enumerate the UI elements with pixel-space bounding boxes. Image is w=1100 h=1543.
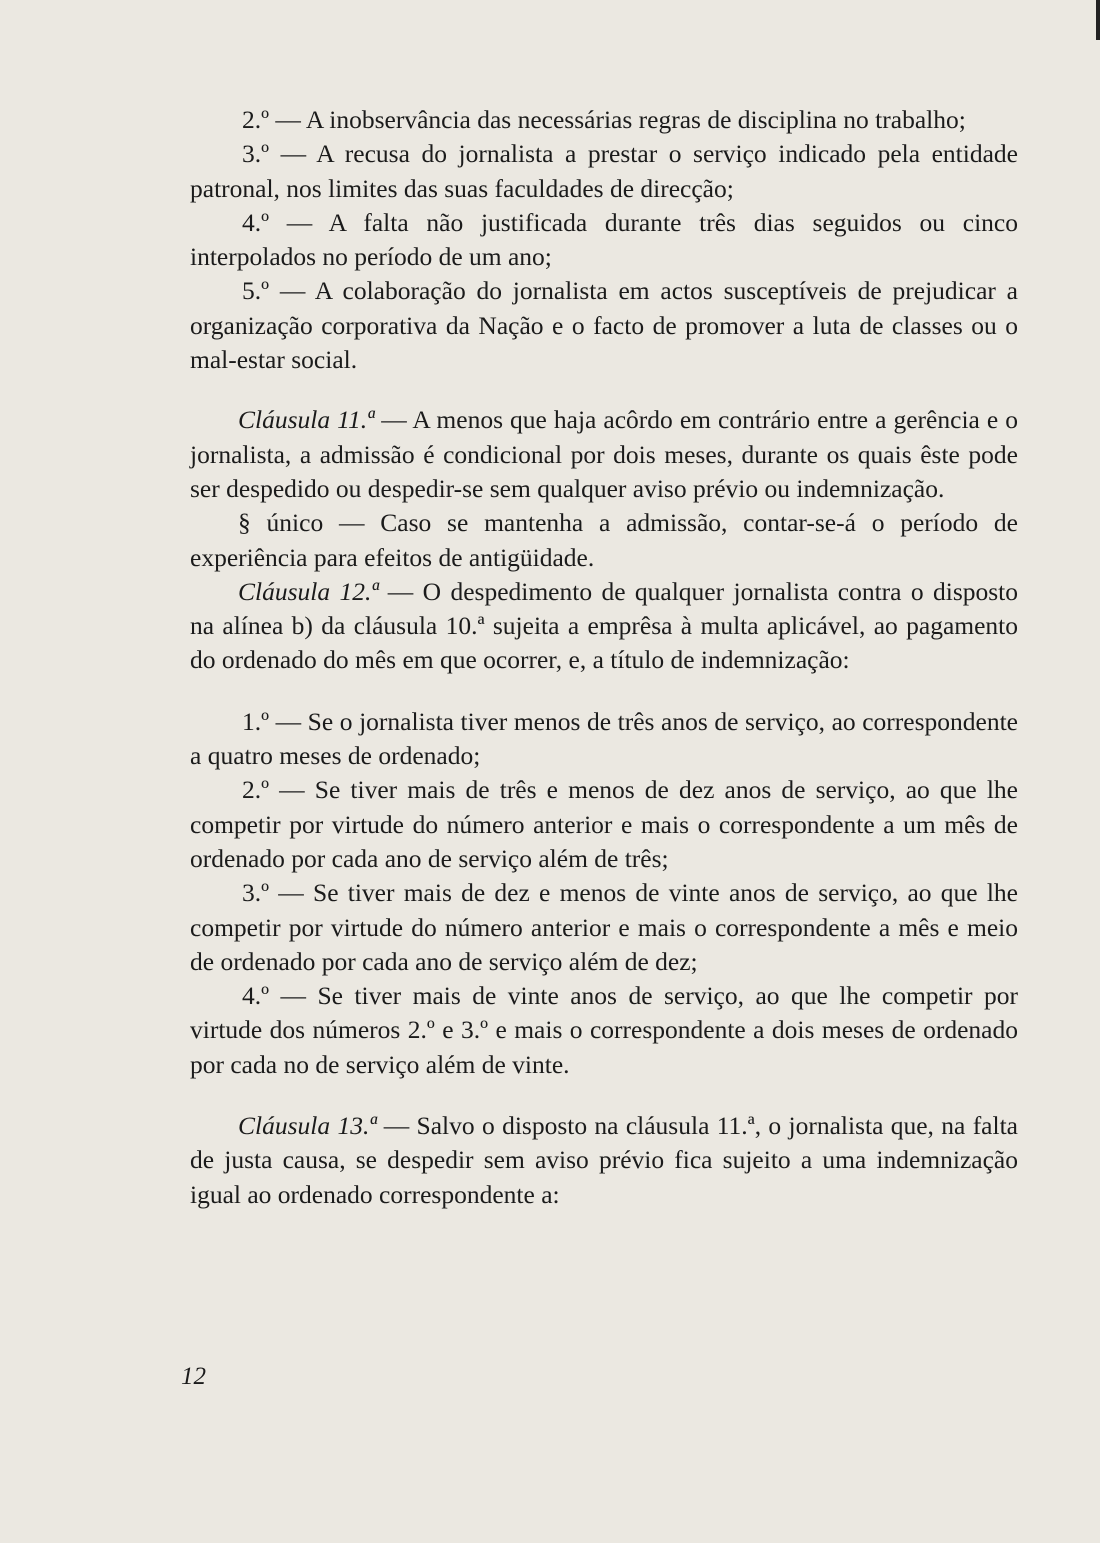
indemnizacao-item-2: 2.º — Se tiver mais de três e menos de dez anos de serviço, ao que lhe competir por virtude do número anterior e mais o correspondente a um mês de ordenado por cada ano de serviço além de três; (190, 775, 1018, 873)
clausula-12-text: — O despedimento de qualquer jornalista contra o disposto na alínea b) da cláusula 10.ª sujeita a emprêsa à multa aplicável, ao pagamento do ordenado do mês em que ocorrer, e, a título de indemnização: (190, 576, 1019, 675)
clausula-13 (190, 1109, 1018, 1212)
clausula-11 (190, 403, 1018, 506)
clausula-11-label: Cláusula 11.ª (238, 405, 375, 435)
clausula-11-text: — A menos que haja acôrdo em contrário entre a gerência e o jornalista, a admissão é condicional por dois meses, durante os quais êste pode ser despedido ou despedir-se sem qualquer aviso prévio ou indemnização. (190, 405, 1019, 503)
item-4-falta: 4.º — A falta não justificada durante três dias seguidos ou cinco interpolados no período de um ano; (190, 207, 1018, 272)
indemnizacao-item-1: 1.º — Se o jornalista tiver menos de três anos de serviço, ao correspondente a quatro meses de ordenado; (190, 706, 1018, 771)
indemnizacao-item-3: 3.º — Se tiver mais de dez e menos de vinte anos de serviço, ao que lhe competir por virtude do número anterior e mais o correspondente a mês e meio de ordenado por cada ano de serviço além de dez; (190, 878, 1018, 976)
page-body (190, 103, 1018, 1212)
page-number: 12 (181, 1363, 206, 1390)
clausula-13-label: Cláusula 13.ª (238, 1111, 377, 1141)
page-edge-mark (1096, 0, 1100, 40)
item-5-colaboracao: 5.º — A colaboração do jornalista em actos susceptíveis de prejudicar a organização corporativa da Nação e o facto de promover a luta de classes ou o mal-estar social. (190, 276, 1018, 375)
clausula-13-text: — Salvo o disposto na cláusula 11.ª, o jornalista que, na falta de justa causa, se despedir sem aviso prévio fica sujeito a uma indemnização igual ao ordenado correspondente a: (190, 1111, 1018, 1209)
clausula-12-label: Cláusula 12.ª (238, 576, 379, 606)
paragrafo-unico: § único — Caso se mantenha a admissão, contar-se-á o período de experiência para efeitos de antigüidade. (190, 508, 1018, 572)
clausula-12 (190, 575, 1018, 678)
item-3-recusa: 3.º — A recusa do jornalista a prestar o serviço indicado pela entidade patronal, nos limites das suas faculdades de direcção; (190, 139, 1018, 203)
indemnizacao-item-4: 4.º — Se tiver mais de vinte anos de serviço, ao que lhe competir por virtude dos números 2.º e 3.º e mais o correspondente a dois meses de ordenado por cada no de serviço além de vinte. (190, 981, 1018, 1079)
item-2-disciplina: 2.º — A inobservância das necessárias regras de disciplina no trabalho; (242, 105, 966, 134)
